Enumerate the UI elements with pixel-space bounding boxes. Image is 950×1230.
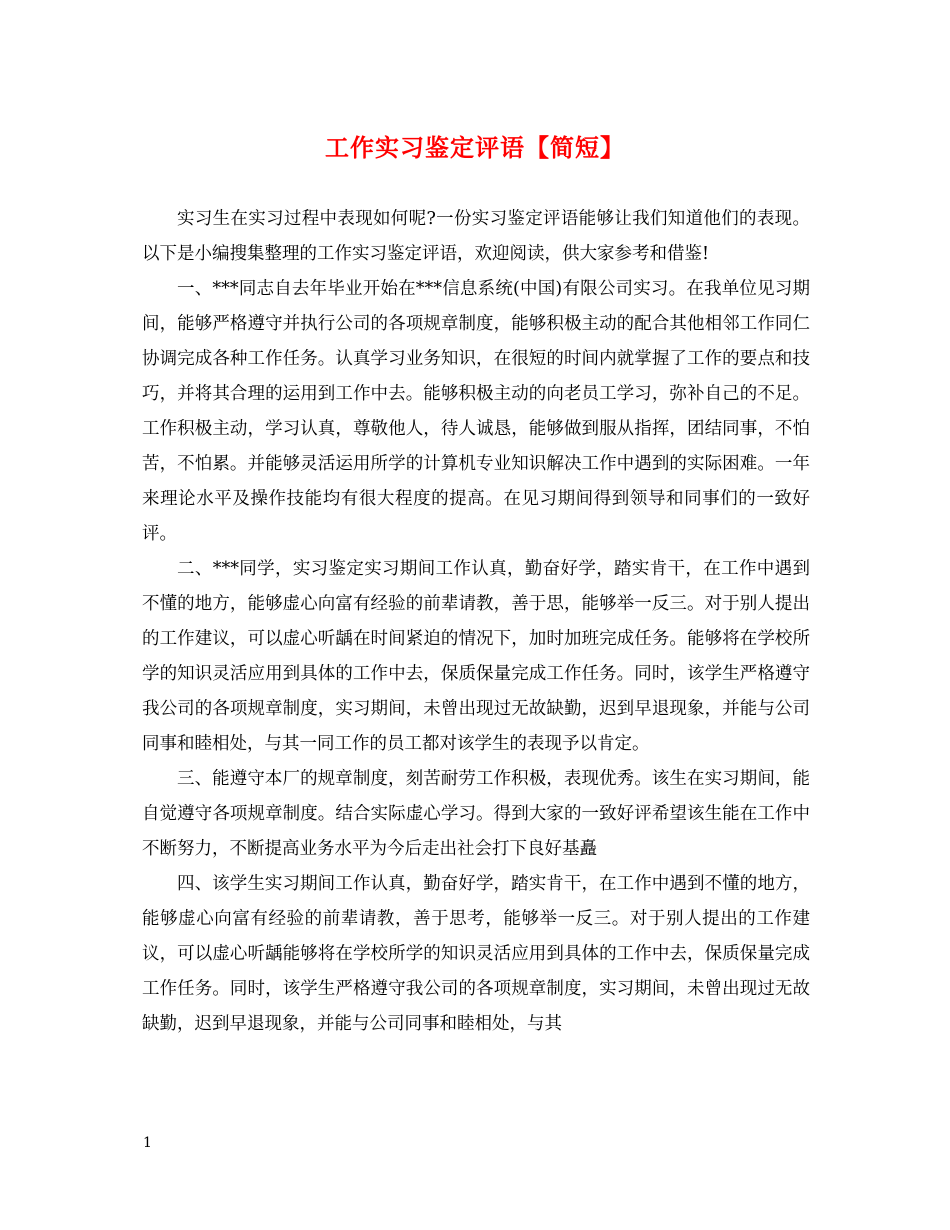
paragraph-intro: 实习生在实习过程中表现如何呢?一份实习鉴定评语能够让我们知道他们的表现。以下是小编搜集整理的工作实习鉴定评语，欢迎阅读，供大家参考和借鉴! [142, 209, 810, 264]
paragraph-comment-2: 二、***同学，实习鉴定实习期间工作认真，勤奋好学，踏实肯干，在工作中遇到不懂的地方，能够虚心向富有经验的前辈请教，善于思，能够举一反三。对于别人提出的工作建议，可以虚心听龋在时间紧迫的情况下，加时加班完成任务。能够将在学校所学的知识灵活应用到具体的工作中去，保质保量完成工作任务。同时，该学生严格遵守我公司的各项规章制度，实习期间，未曾出现过无故缺勤，迟到早退现象，并能与公司同事和睦相处，与其一同工作的员工都对该学生的表现予以肯定。 [142, 559, 810, 754]
paragraph-comment-1: 一、***同志自去年毕业开始在***信息系统(中国)有限公司实习。在我单位见习期间，能够严格遵守并执行公司的各项规章制度，能够积极主动的配合其他相邻工作同仁协调完成各种工作任务。认真学习业务知识，在很短的时间内就掌握了工作的要点和技巧，并将其合理的运用到工作中去。能够积极主动的向老员工学习，弥补自己的不足。工作积极主动，学习认真，尊敬他人，待人诚恳，能够做到服从指挥，团结同事，不怕苦，不怕累。并能够灵活运用所学的计算机专业知识解决工作中遇到的实际困难。一年来理论水平及操作技能均有很大程度的提高。在见习期间得到领导和同事们的一致好评。 [142, 279, 810, 544]
paragraph-comment-4: 四、该学生实习期间工作认真，勤奋好学，踏实肯干，在工作中遇到不懂的地方，能够虚心向富有经验的前辈请教，善于思考，能够举一反三。对于别人提出的工作建议，可以虚心听龋能够将在学校所学的知识灵活应用到具体的工作中去，保质保量完成工作任务。同时，该学生严格遵守我公司的各项规章制度，实习期间，未曾出现过无故缺勤，迟到早退现象，并能与公司同事和睦相处，与其 [142, 874, 810, 1034]
page-number: 1 [143, 1135, 152, 1151]
document-title: 工作实习鉴定评语【简短】 [325, 133, 625, 162]
document-body [142, 202, 810, 1042]
paragraph-comment-3: 三、能遵守本厂的规章制度，刻苦耐劳工作积极，表现优秀。该生在实习期间，能自觉遵守各项规章制度。结合实际虚心学习。得到大家的一致好评希望该生能在工作中不断努力，不断提高业务水平为今后走出社会打下良好基矗 [142, 769, 810, 859]
